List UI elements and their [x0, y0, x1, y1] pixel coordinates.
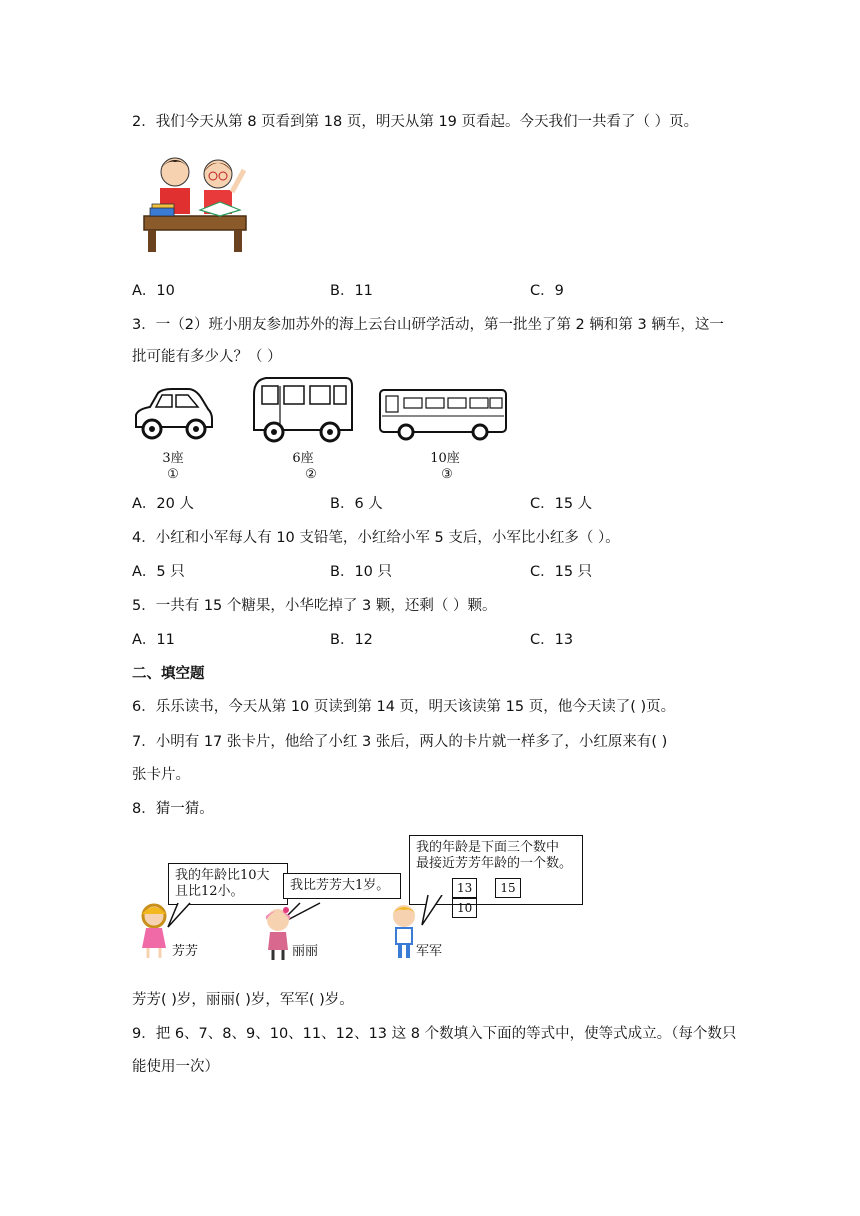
van-icon	[250, 374, 356, 444]
children-reading-illustration	[140, 150, 250, 255]
number-box-3: 10	[452, 898, 477, 918]
question-8-title: 8．猜一猜。	[132, 801, 214, 817]
junjun-bubble-line1: 我的年龄是下面三个数中	[416, 840, 560, 855]
lili-girl-icon	[262, 906, 294, 962]
q2-option-b: B．11	[330, 283, 373, 299]
question-3-text-line2: 批可能有多少人？（ ）	[132, 349, 282, 365]
section-heading-fill-in: 二、填空题	[132, 666, 205, 682]
number-box-1: 13	[452, 878, 477, 898]
question-3-text-line1: 3．一（2）班小朋友参加苏外的海上云台山研学活动，第一批坐了第 2 辆和第 3 辆车，这一	[132, 317, 724, 333]
question-4-text: 4．小红和小军每人有 10 支铅笔，小红给小军 5 支后，小军比小红多（ ）。	[132, 530, 620, 546]
q2-option-a: A．10	[132, 283, 175, 299]
name-fangfang: 芳芳	[172, 944, 199, 959]
q4-option-b: B．10 只	[330, 564, 393, 580]
q5-option-c: C．13	[530, 632, 574, 648]
question-7-text-line2: 张卡片。	[132, 767, 190, 783]
q4-option-c: C．15 只	[530, 564, 593, 580]
question-9-text-line1: 9．把 6、7、8、9、10、11、12、13 这 8 个数填入下面的等式中，使等式成立。（每个数只	[132, 1026, 737, 1042]
question-7-text-line1: 7．小明有 17 张卡片，他给了小红 3 张后，两人的卡片就一样多了，小红原来有( )	[132, 734, 668, 750]
question-2-text: 2．我们今天从第 8 页看到第 18 页，明天从第 19 页看起。今天我们一共看了（ ）页。	[132, 114, 699, 130]
q5-option-b: B．12	[330, 632, 373, 648]
vehicle-2-mark: ②	[305, 467, 317, 482]
question-6-text: 6．乐乐读书，今天从第 10 页读到第 14 页，明天该读第 15 页，他今天读了( )页。	[132, 699, 676, 715]
car-icon	[132, 385, 214, 443]
question-8-answer-line: 芳芳( )岁，丽丽( )岁，军军( )岁。	[132, 992, 354, 1008]
bus-icon	[376, 386, 510, 442]
fangfang-bubble-line1: 我的年龄比10大	[175, 868, 270, 883]
vehicle-3-seats: 10座	[430, 451, 460, 466]
name-lili: 丽丽	[292, 944, 319, 959]
vehicle-1-seats: 3座	[162, 451, 184, 466]
question-5-text: 5．一共有 15 个糖果，小华吃掉了 3 颗，还剩（ ）颗。	[132, 598, 497, 614]
q4-option-a: A．5 只	[132, 564, 185, 580]
fangfang-girl-icon	[136, 902, 172, 960]
vehicle-3-mark: ③	[441, 467, 453, 482]
q3-option-c: C．15 人	[530, 496, 593, 512]
junjun-bubble-line2: 最接近芳芳年龄的一个数。	[416, 856, 573, 871]
number-box-2: 15	[495, 878, 520, 898]
lili-bubble-text: 我比芳芳大1岁。	[290, 878, 390, 893]
q2-option-c: C．9	[530, 283, 564, 299]
vehicle-2-seats: 6座	[292, 451, 314, 466]
fangfang-bubble-line2: 且比12小。	[175, 884, 244, 899]
question-9-text-line2: 能使用一次）	[132, 1059, 219, 1075]
name-junjun: 军军	[416, 944, 443, 959]
q5-option-a: A．11	[132, 632, 175, 648]
q3-option-b: B．6 人	[330, 496, 383, 512]
q3-option-a: A．20 人	[132, 496, 194, 512]
vehicle-1-mark: ①	[167, 467, 179, 482]
